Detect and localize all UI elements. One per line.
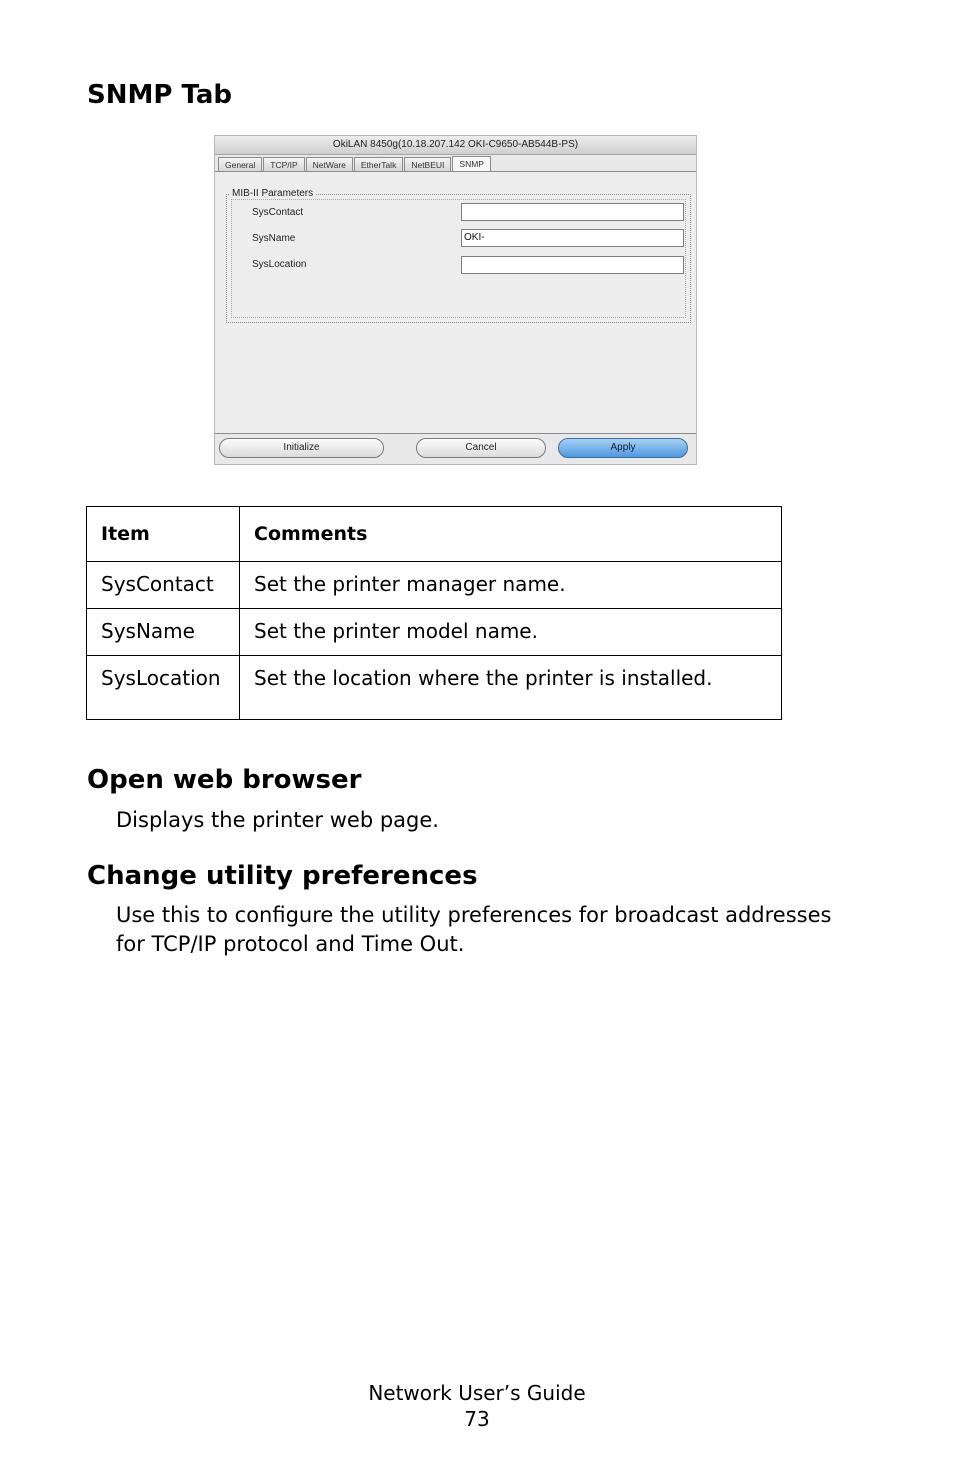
sysname-input[interactable]: OKI- — [461, 229, 684, 247]
tab-snmp[interactable]: SNMP — [452, 156, 491, 172]
initialize-button[interactable]: Initialize — [219, 438, 384, 458]
section-heading-snmp-tab: SNMP Tab — [87, 80, 233, 110]
snmp-items-table — [86, 506, 782, 720]
syscontact-label: SysContact — [252, 207, 304, 218]
section-heading-open-web-browser: Open web browser — [87, 765, 362, 795]
mib-ii-group-label: MIB-II Parameters — [232, 188, 314, 199]
tab-netbeui[interactable]: NetBEUI — [404, 157, 451, 171]
tab-tcpip[interactable]: TCP/IP — [263, 157, 304, 171]
dialog-tabs — [218, 157, 491, 172]
change-utility-preferences-text: Use this to configure the utility preferences for broadcast addresses for TCP/IP protocol and Time Out. — [116, 903, 832, 956]
table-cell-item: SysContact — [87, 562, 240, 609]
dialog-title: OkiLAN 8450g(10.18.207.142 OKI-C9650-AB544B-PS) — [215, 136, 696, 155]
table-cell-comment: Set the location where the printer is installed. — [240, 656, 782, 720]
tab-netware[interactable]: NetWare — [306, 157, 353, 171]
table-row — [87, 562, 782, 609]
snmp-panel — [215, 171, 696, 434]
table-cell-comment: Set the printer manager name. — [240, 562, 782, 609]
open-web-browser-text: Displays the printer web page. — [116, 808, 439, 832]
syscontact-input[interactable] — [461, 203, 684, 221]
snmp-dialog-screenshot — [214, 135, 697, 465]
table-cell-item: SysLocation — [87, 656, 240, 720]
table-header-item: Item — [87, 507, 240, 562]
syslocation-input[interactable] — [461, 256, 684, 274]
table-header-comments: Comments — [240, 507, 782, 562]
syslocation-label: SysLocation — [252, 259, 307, 270]
tab-general[interactable]: General — [218, 157, 262, 171]
table-cell-item: SysName — [87, 609, 240, 656]
table-cell-comment: Set the printer model name. — [240, 609, 782, 656]
sysname-label: SysName — [252, 233, 296, 244]
apply-button[interactable]: Apply — [558, 438, 688, 458]
table-row — [87, 609, 782, 656]
section-heading-change-utility-preferences: Change utility preferences — [87, 861, 478, 891]
table-row — [87, 656, 782, 720]
footer-title: Network User’s Guide — [368, 1381, 586, 1405]
page-number: 73 — [464, 1407, 490, 1431]
cancel-button[interactable]: Cancel — [416, 438, 546, 458]
table-header-row — [87, 507, 782, 562]
tab-ethertalk[interactable]: EtherTalk — [354, 157, 403, 171]
